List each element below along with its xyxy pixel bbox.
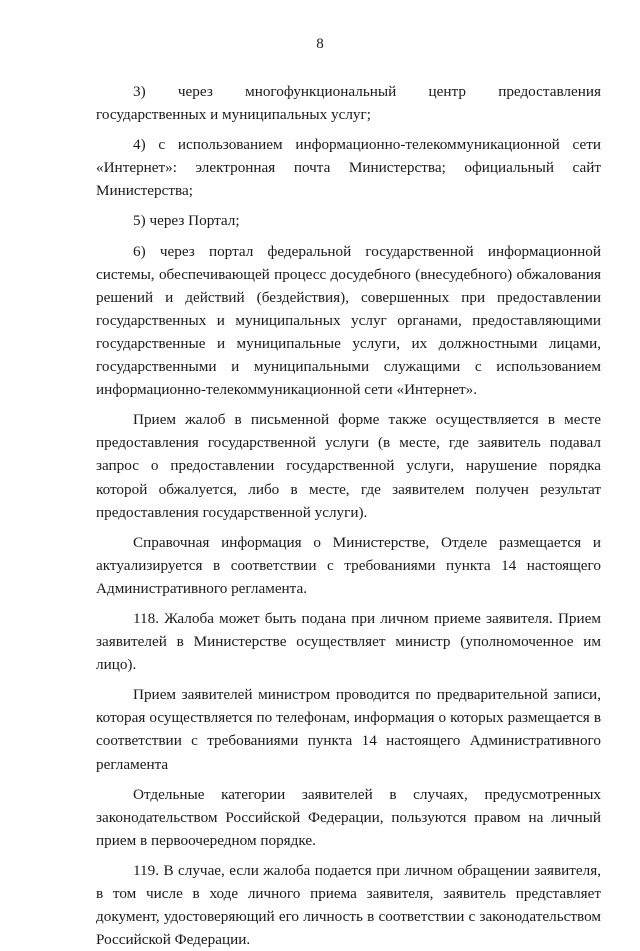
- page-number: 8: [316, 36, 324, 52]
- paragraph-item-3: 3) через многофункциональный центр предоставления государственных и муниципальных услуг;: [96, 83, 601, 124]
- paragraph-reference-info: Справочная информация о Министерстве, Отделе размещается и актуализируется в соответствии с требованиями пункта 14 настоящего Административного регламента.: [96, 533, 601, 597]
- paragraph-written-complaints: Прием жалоб в письменной форме также осуществляется в месте предоставления государственной услуги (в месте, где заявитель подавал запрос о предоставлении государственной услуги, нарушение порядка которой обжалуется, либо в месте, где заявителем получен результат предоставления государственной услуги).: [96, 411, 601, 521]
- paragraph-appointment: Прием заявителей министром проводится по предварительной записи, которая осуществляется по телефонам, информация о которых размещается в соответствии с требованиями пункта 14 настоящего Административного регламента: [96, 686, 601, 773]
- paragraph-item-6: 6) через портал федеральной государственной информационной системы, обеспечивающей процесс досудебного (внесудебного) обжалования решений и действий (бездействия), совершенных при предоставлении государственных и муниципальных услуг органами, предоставляющими государственные и муниципальные услуги, их должностными лицами, государственными и муниципальными служащими с использованием информационно-телекоммуникационной сети «Интернет».: [96, 242, 601, 399]
- paragraph-priority-categories: Отдельные категории заявителей в случаях, предусмотренных законодательством Российской Федерации, пользуются правом на личный прием в первоочередном порядке.: [96, 785, 601, 849]
- paragraph-item-4: 4) с использованием информационно-телекоммуникационной сети «Интернет»: электронная почта Министерства; официальный сайт Министерства;: [96, 136, 601, 200]
- paragraph-clause-119: 119. В случае, если жалоба подается при личном обращении заявителя, в том числе в ходе личного приема заявителя, заявитель представляет документ, удостоверяющий его личность в соответствии с законодательством Российской Федерации.: [96, 861, 601, 949]
- document-body: [96, 80, 601, 951]
- paragraph-clause-118: 118. Жалоба может быть подана при личном приеме заявителя. Прием заявителей в Министерстве осуществляет министр (уполномоченное им лицо).: [96, 609, 601, 674]
- paragraph-item-5: 5) через Портал;: [133, 212, 240, 230]
